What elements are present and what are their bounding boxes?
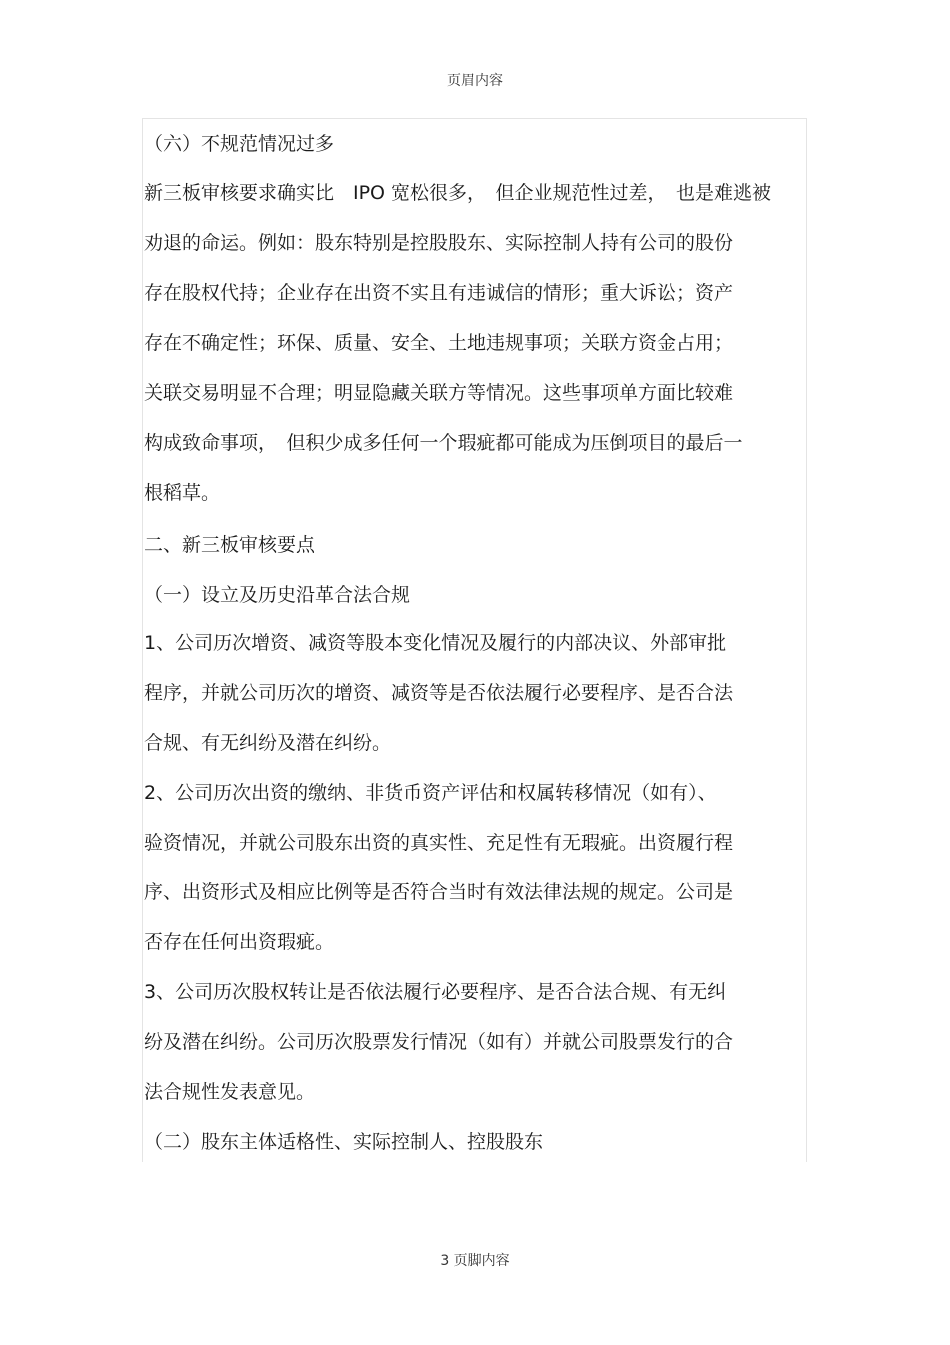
text-line: 新三板审核要求确实比 IPO 宽松很多， 但企业规范性过差， 也是难逃被	[144, 182, 772, 204]
text-line: 否存在任何出资瑕疵。	[144, 931, 335, 953]
section-heading: 二、新三板审核要点	[144, 534, 316, 556]
section-heading: （二）股东主体适格性、实际控制人、控股股东	[144, 1131, 544, 1153]
text-line: 劝退的命运。例如：股东特别是控股股东、实际控制人持有公司的股份	[144, 232, 734, 254]
section-heading: （一）设立及历史沿革合法合规	[144, 584, 411, 606]
text-line: 序、出资形式及相应比例等是否符合当时有效法律法规的规定。公司是	[144, 881, 734, 903]
page-header: 页眉内容	[447, 73, 503, 89]
text-line: 验资情况，并就公司股东出资的真实性、充足性有无瑕疵。出资履行程	[144, 832, 734, 854]
text-line: 构成致命事项， 但积少成多任何一个瑕疵都可能成为压倒项目的最后一	[144, 432, 743, 454]
text-line: 根稻草。	[144, 482, 221, 504]
text-line: 程序，并就公司历次的增资、减资等是否依法履行必要程序、是否合法	[144, 682, 734, 704]
text-line: 纷及潜在纠纷。公司历次股票发行情况（如有）并就公司股票发行的合	[144, 1031, 734, 1053]
text-line: 1、公司历次增资、减资等股本变化情况及履行的内部决议、外部审批	[144, 632, 727, 654]
page-footer: 3 页脚内容	[440, 1253, 510, 1269]
section-heading: （六）不规范情况过多	[144, 133, 335, 155]
text-line: 合规、有无纠纷及潜在纠纷。	[144, 732, 392, 754]
text-line: 存在股权代持；企业存在出资不实且有违诚信的情形；重大诉讼；资产	[144, 282, 734, 304]
text-line: 存在不确定性；环保、质量、安全、土地违规事项；关联方资金占用；	[144, 332, 734, 354]
text-line: 关联交易明显不合理；明显隐藏关联方等情况。这些事项单方面比较难	[144, 382, 734, 404]
text-line: 3、公司历次股权转让是否依法履行必要程序、是否合法合规、有无纠	[144, 981, 727, 1003]
text-line: 2、公司历次出资的缴纳、非货币资产评估和权属转移情况（如有）、	[144, 782, 717, 804]
text-line: 法合规性发表意见。	[144, 1081, 316, 1103]
